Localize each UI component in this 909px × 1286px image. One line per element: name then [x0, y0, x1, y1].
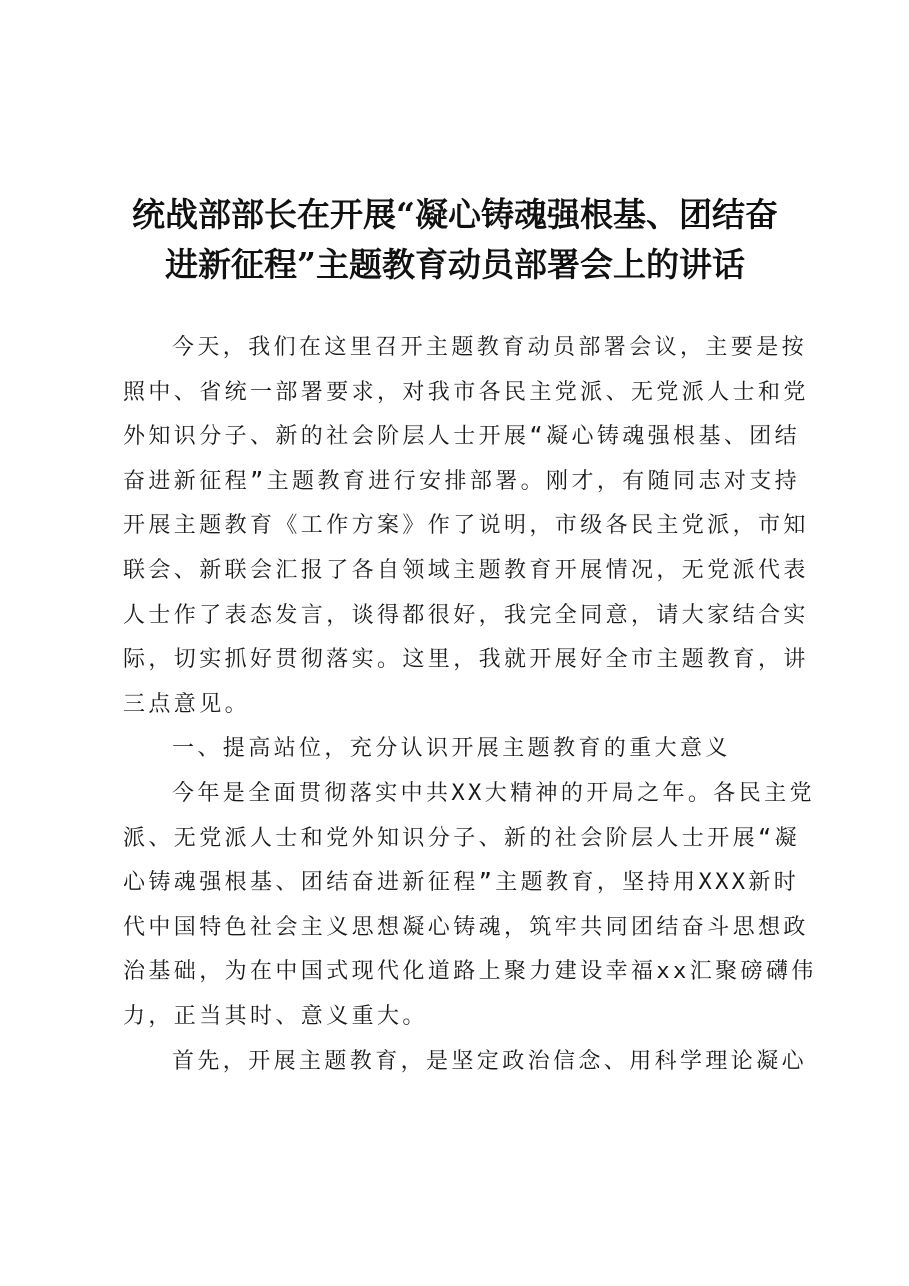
body-line: 人士作了表态发言，谈得都很好，我完全同意，请大家结合实 — [123, 602, 809, 628]
body-line: 首先，开展主题教育，是坚定政治信念、用科学理论凝心 — [172, 1048, 808, 1074]
title-line-1: 统战部部长在开展“凝心铸魂强根基、团结奋 — [132, 195, 778, 234]
body-line: 联会、新联会汇报了各自领域主题教育开展情况，无党派代表 — [123, 557, 809, 583]
body-line: 心铸魂强根基、团结奋进新征程”主题教育，坚持用XXX新时 — [123, 870, 800, 896]
body-line: 派、无党派人士和党外知识分子、新的社会阶层人士开展“凝 — [123, 825, 801, 851]
section-heading: 一、提高站位，充分认识开展主题教育的重大意义 — [172, 736, 731, 762]
body-line: 代中国特色社会主义思想凝心铸魂，筑牢共同团结奋斗思想政 — [123, 914, 809, 940]
document-body — [123, 326, 817, 1084]
body-line: 今年是全面贯彻落实中共XX大精神的开局之年。各民主党 — [172, 780, 815, 806]
body-line: 奋进新征程”主题教育进行安排部署。刚才，有随同志对支持 — [123, 468, 801, 494]
title-line-2: 进新征程”主题教育动员部署会上的讲话 — [165, 245, 745, 284]
body-line: 力，正当其时、意义重大。 — [123, 1003, 428, 1029]
document-title — [110, 190, 800, 290]
body-line: 开展主题教育《工作方案》作了说明，市级各民主党派，市知 — [123, 513, 809, 539]
body-line: 三点意见。 — [123, 691, 251, 717]
body-line: 治基础，为在中国式现代化道路上聚力建设幸福xx汇聚磅礴伟 — [123, 959, 817, 985]
body-line: 今天，我们在这里召开主题教育动员部署会议，主要是按 — [172, 335, 808, 360]
body-line: 照中、省统一部署要求，对我市各民主党派、无党派人士和党 — [123, 379, 809, 405]
body-line: 外知识分子、新的社会阶层人士开展“凝心铸魂强根基、团结 — [123, 424, 801, 450]
body-line: 际，切实抓好贯彻落实。这里，我就开展好全市主题教育，讲 — [123, 647, 809, 673]
